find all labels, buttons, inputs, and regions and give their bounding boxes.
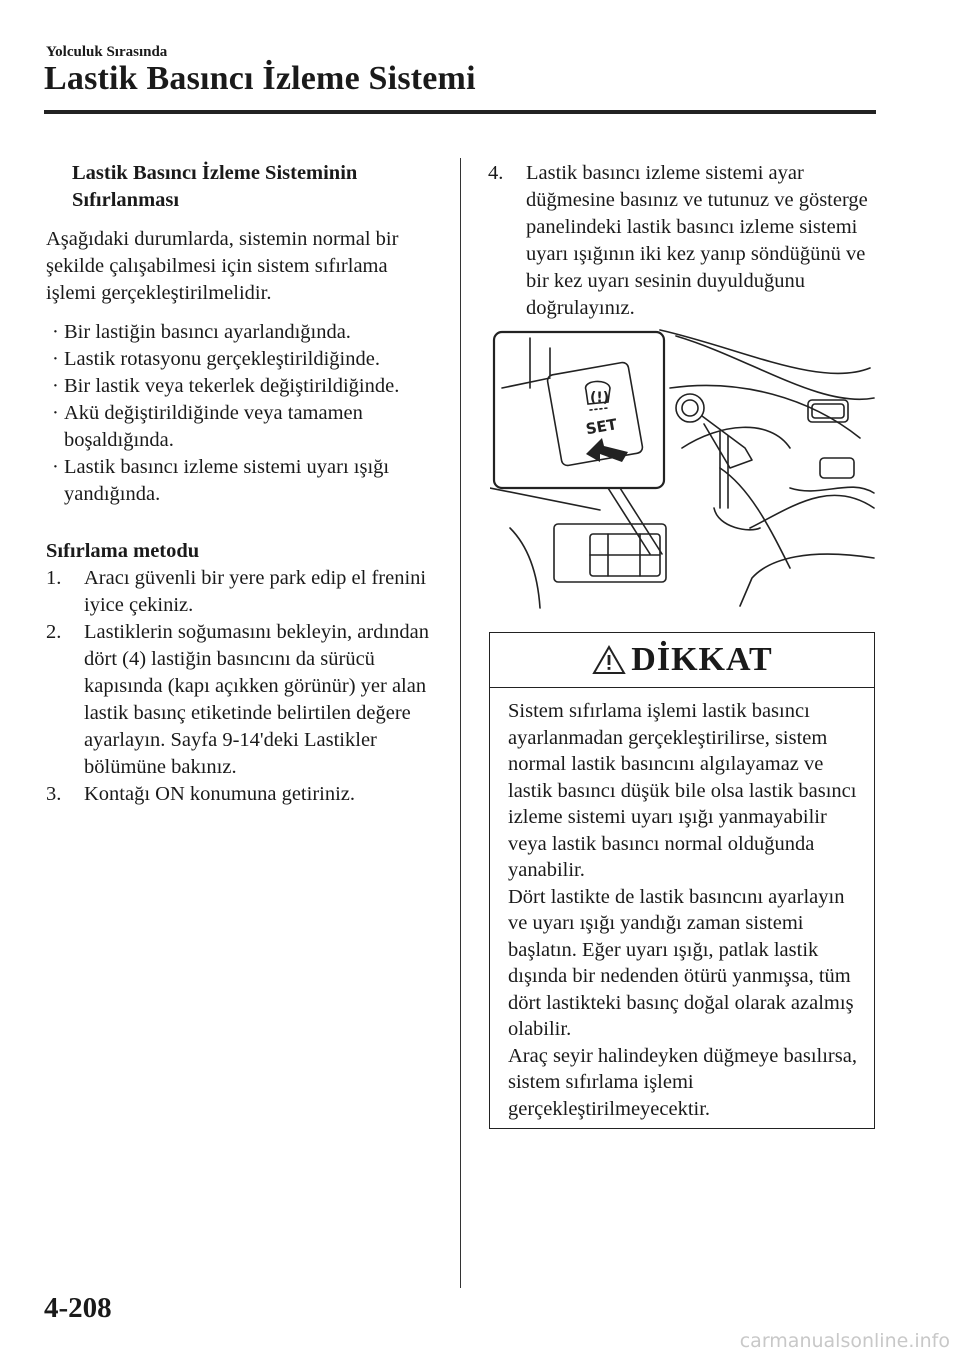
bullet-icon: · <box>52 348 59 370</box>
set-button-illustration <box>490 328 876 610</box>
warning-icon: (!) <box>590 390 610 406</box>
warning-triangle-icon <box>591 644 627 676</box>
caution-header <box>490 633 874 688</box>
caution-paragraph: Araç seyir halindeyken düğmeye basılırsa, sistem sıfırlama işlemi gerçekleştirilmeyecektir. <box>508 1044 857 1120</box>
right-column <box>488 160 888 322</box>
step-item: 3. Kontağı ON konumuna getiriniz. <box>46 783 356 805</box>
bullet-icon: · <box>52 321 59 343</box>
list-item: · Bir lastik veya tekerlek değiştirildiğinde. <box>46 373 442 400</box>
caution-body <box>490 688 874 1122</box>
section-label: Yolculuk Sırasında <box>46 44 168 60</box>
bullet-icon: · <box>52 375 59 397</box>
list-item: · Lastik rotasyonu gerçekleştirildiğinde. <box>46 346 442 373</box>
set-label: SET <box>584 415 619 439</box>
caution-paragraph: Sistem sıfırlama işlemi lastik basıncı ayarlanmadan gerçekleştirilirse, sistem normal lastik basıncını algılayamaz ve lastik basıncı düşük bile olsa lastik basıncı izleme sistemi uyarı ışığı yanmayabilir veya lastik basıncı normal olduğunda yanabilir. <box>508 700 857 881</box>
bullet-icon: · <box>52 456 59 478</box>
step-item: 2. Lastiklerin soğumasını bekleyin, ardından dört (4) lastiğin basıncını da sürücü kapısında (kapı açıkken görünür) yer alan lastik basınç etiketinde belirtilen değere ayarlayın. Sayfa 9-14'deki Lastikler bölümüne bakınız. <box>46 621 430 778</box>
step-item: 4. Lastik basıncı izleme sistemi ayar düğmesine basınız ve tutunuz ve gösterge panelindeki lastik basıncı izleme sistemi uyarı ışığının iki kez yanıp söndüğünü ve bir kez uyarı sesinin duyulduğunu doğrulayınız. <box>488 162 868 319</box>
list-item: · Bir lastiğin basıncı ayarlandığında. <box>46 319 442 346</box>
column-divider <box>460 158 461 1288</box>
step-item: 1. Aracı güvenli bir yere park edip el frenini iyice çekiniz. <box>46 567 427 616</box>
list-item: · Lastik basıncı izleme sistemi uyarı ışığı yandığında. <box>52 456 390 505</box>
subheading: Lastik Basıncı İzleme Sisteminin Sıfırlanması <box>72 162 358 211</box>
bullet-icon: · <box>52 402 59 424</box>
caution-box <box>489 632 875 1129</box>
title-divider <box>44 110 876 114</box>
page-number: 4-208 <box>44 1292 112 1324</box>
page-title: Lastik Basıncı İzleme Sistemi <box>44 60 476 97</box>
watermark: carmanualsonline.info <box>739 1330 950 1352</box>
list-item: · Akü değiştirildiğinde veya tamamen boşaldığında. <box>52 402 363 451</box>
intro-paragraph: Aşağıdaki durumlarda, sistemin normal bir şekilde çalışabilmesi için sistem sıfırlama işlemi gerçekleştirilmelidir. <box>46 228 399 304</box>
method-heading: Sıfırlama metodu <box>46 540 200 562</box>
caution-paragraph: Dört lastikte de lastik basıncını ayarlayın ve uyarı ışığı yandığı zaman sistemi başlatın. Eğer uyarı ışığı, patlak lastik dışında bir nedenden ötürü yanmışsa, tüm dört lastikteki basınç doğal olarak azalmış olabilir. <box>508 885 854 1040</box>
caution-title: DİKKAT <box>631 641 773 678</box>
left-column <box>46 160 442 808</box>
